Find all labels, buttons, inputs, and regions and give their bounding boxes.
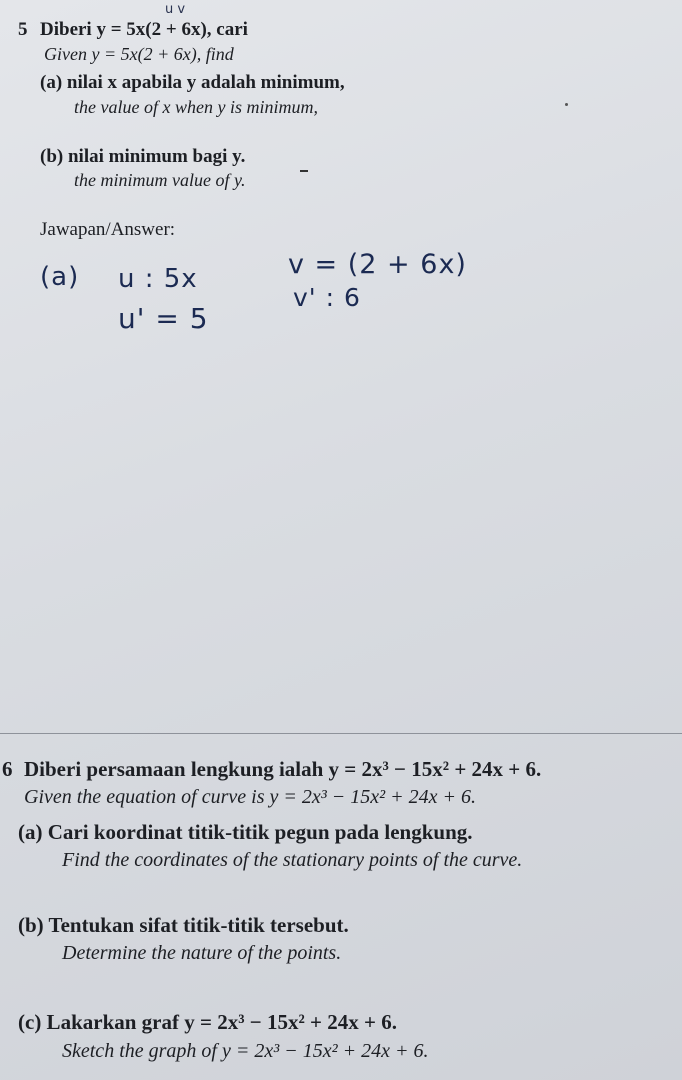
handwritten-v-prime: v' : 6 [293, 283, 361, 312]
q6-number: 6 [2, 757, 13, 781]
q6-part-b-malay: (b) Tentukan sifat titik-titik tersebut. [18, 913, 349, 937]
q5-part-a-malay: (a) nilai x apabila y adalah minimum, [40, 72, 345, 93]
q5-stem-english: Given y = 5x(2 + 6x), find [44, 44, 234, 64]
q5-number: 5 [18, 19, 28, 40]
handwritten-u-prime: u' = 5 [118, 302, 209, 335]
stray-dot-mark [565, 103, 568, 106]
q5-part-b-english: the minimum value of y. [74, 170, 246, 190]
handwritten-v-line: v = (2 + 6x) [288, 249, 467, 280]
handwritten-part-label: (a) [40, 262, 80, 292]
q6-part-b-english: Determine the nature of the points. [62, 942, 342, 964]
q6-part-c-malay: (c) Lakarkan graf y = 2x³ − 15x² + 24x + 6. [18, 1010, 397, 1034]
q5-part-a-english: the value of x when y is minimum, [74, 97, 318, 117]
section-divider [0, 733, 682, 734]
q6-part-a-english: Find the coordinates of the stationary points of the curve. [62, 849, 523, 871]
q5-part-b-malay: (b) nilai minimum bagi y. [40, 146, 246, 167]
stray-pen-mark [300, 170, 308, 172]
q6-part-a-malay: (a) Cari koordinat titik-titik pegun pada lengkung. [18, 820, 473, 844]
q6-stem-malay: Diberi persamaan lengkung ialah y = 2x³ − 15x² + 24x + 6. [24, 757, 542, 781]
answer-label: Jawapan/Answer: [40, 219, 176, 240]
q6-stem-english: Given the equation of curve is y = 2x³ − 15x² + 24x + 6. [24, 786, 476, 808]
q5-stem-malay: Diberi y = 5x(2 + 6x), cari [40, 19, 248, 40]
handwritten-uv-marks: u v [165, 2, 186, 17]
q6-part-c-english: Sketch the graph of y = 2x³ − 15x² + 24x + 6. [62, 1040, 429, 1062]
handwritten-u-line: u : 5x [118, 264, 198, 294]
